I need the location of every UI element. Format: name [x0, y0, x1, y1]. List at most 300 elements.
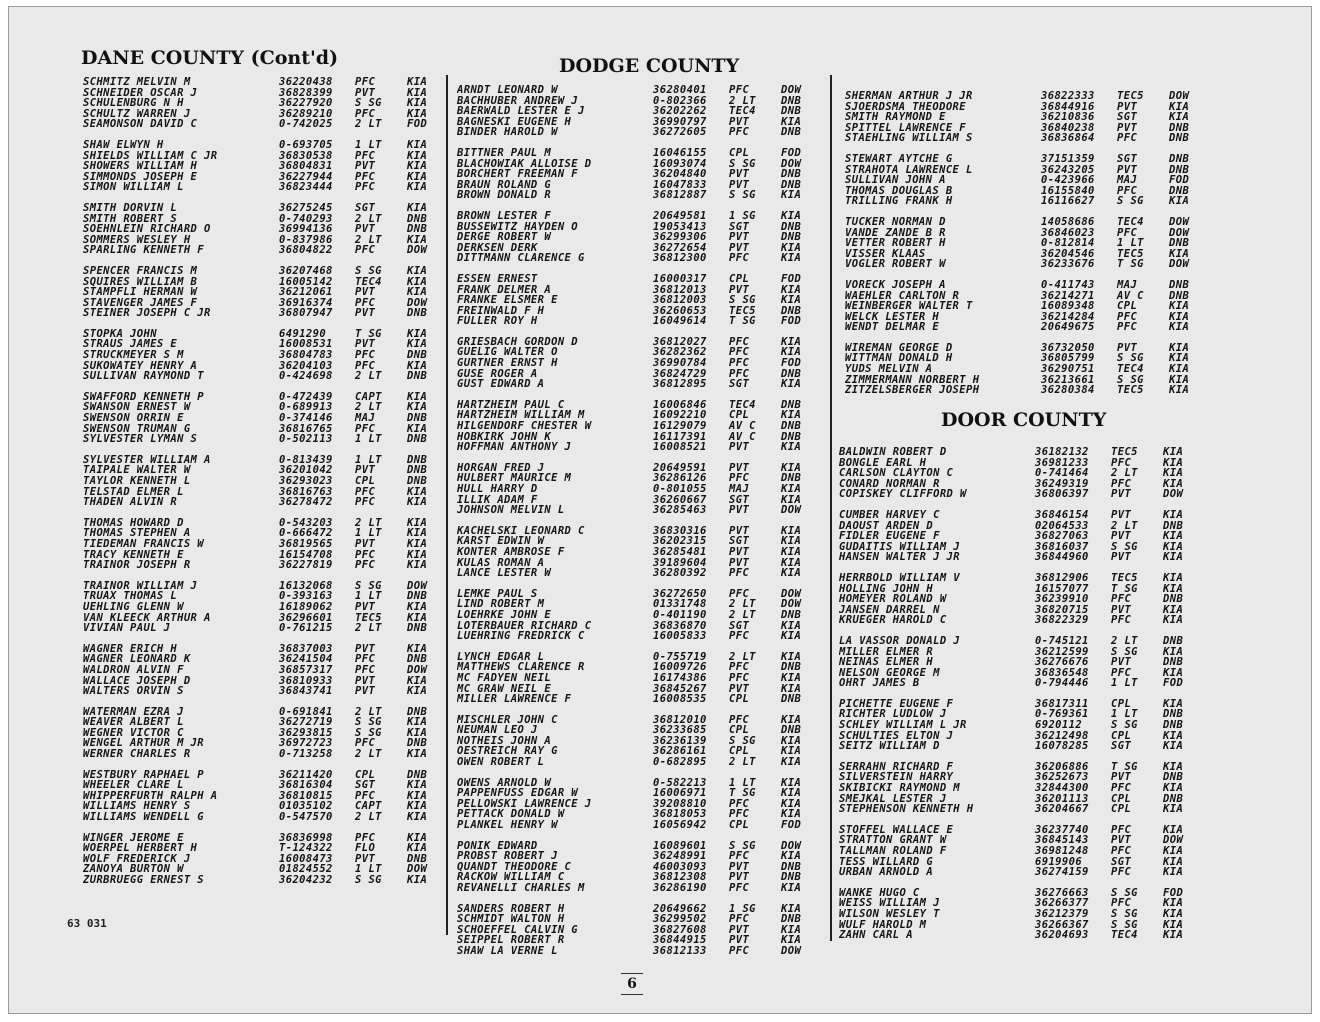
soldier-name: ZIMMERMANN NORBERT H — [845, 374, 980, 386]
status-code: KIA — [781, 241, 802, 254]
status-code: FOD — [781, 272, 802, 285]
soldier-name: MC FADYEN NEIL — [457, 672, 552, 684]
status-code: DNB — [407, 653, 428, 666]
rank: S SG — [355, 97, 382, 110]
serial-number: 36816765 — [279, 422, 333, 435]
status-code: DNB — [407, 453, 428, 466]
record-row — [83, 371, 449, 382]
record-group — [83, 707, 449, 760]
rank: SGT — [729, 535, 750, 548]
status-code: DNB — [781, 472, 802, 485]
serial-number: 36812027 — [653, 335, 707, 348]
column-dane-county — [83, 77, 449, 896]
soldier-name: BUSSEWITZ HAYDEN O — [457, 221, 578, 233]
status-code: DOW — [1169, 258, 1190, 271]
record-group — [83, 77, 449, 130]
soldier-name: SCHLEY WILLIAM L JR — [839, 720, 967, 731]
record-row — [839, 594, 1205, 605]
record-row — [83, 728, 449, 739]
record-row — [839, 857, 1205, 868]
rank: PFC — [355, 548, 376, 561]
status-code: KIA — [407, 181, 428, 194]
rank: PFC — [355, 149, 376, 162]
soldier-name: VAN KLEECK ARTHUR A — [83, 612, 211, 624]
record-row — [839, 458, 1205, 469]
soldier-name: MILLER ELMER R — [839, 646, 934, 658]
soldier-name: OWENS ARNOLD W — [457, 777, 552, 789]
status-code: DNB — [781, 913, 802, 926]
status-code: DNB — [781, 430, 802, 443]
record-row — [83, 161, 449, 172]
status-code: DNB — [781, 126, 802, 139]
soldier-name: WITTMAN DONALD H — [845, 353, 953, 365]
serial-number: 37151359 — [1041, 152, 1095, 165]
soldier-name: WERNER CHARLES R — [83, 749, 191, 760]
record-row — [457, 526, 823, 537]
serial-number: 36204546 — [1041, 247, 1095, 260]
serial-number: 6919906 — [1035, 855, 1083, 868]
serial-number: 36299306 — [653, 231, 707, 244]
serial-number: 20649662 — [653, 902, 707, 915]
soldier-name: BLACHOWIAK ALLOISE D — [457, 158, 592, 170]
rank: PVT — [355, 685, 376, 698]
record-row — [83, 843, 449, 854]
record-row — [457, 473, 823, 484]
soldier-name: KONTER AMBROSE F — [457, 546, 565, 558]
record-row — [83, 119, 449, 130]
soldier-name: BROWN LESTER F — [457, 210, 552, 222]
record-row — [83, 560, 449, 571]
soldier-name: JOHNSON MELVIN L — [457, 505, 565, 516]
soldier-name: SHAW ELWYN H — [83, 139, 164, 151]
serial-number: 0-374146 — [279, 412, 333, 425]
rank: PVT — [355, 307, 376, 320]
soldier-name: WALDRON ALVIN F — [83, 664, 184, 676]
soldier-name: WILLIAMS HENRY S — [83, 801, 191, 813]
serial-number: 36846154 — [1035, 508, 1089, 521]
serial-number: 36812003 — [653, 294, 707, 307]
soldier-name: LOTERBAUER RICHARD C — [457, 620, 592, 632]
rank: PFC — [355, 170, 376, 183]
status-code: KIA — [407, 107, 428, 120]
rank: PFC — [729, 913, 750, 926]
soldier-name: SEAMONSON DAVID C — [83, 119, 198, 130]
soldier-name: THOMAS DOUGLAS B — [845, 185, 953, 197]
status-code: KIA — [1163, 571, 1184, 584]
record-row — [83, 77, 449, 88]
record-row — [83, 770, 449, 781]
record-row — [457, 159, 823, 170]
status-code: DNB — [781, 724, 802, 737]
serial-number: 36827063 — [1035, 530, 1089, 543]
soldier-name: ILLIK ADAM F — [457, 494, 538, 506]
serial-number: 36837003 — [279, 642, 333, 655]
serial-number: 36272650 — [653, 587, 707, 600]
status-code: KIA — [1163, 782, 1184, 795]
status-code: KIA — [407, 401, 428, 414]
soldier-name: WESTBURY RAPHAEL P — [83, 769, 204, 781]
status-code: KIA — [1169, 111, 1190, 124]
record-group — [83, 581, 449, 634]
soldier-name: SUKOWATEY HENRY A — [83, 360, 198, 372]
soldier-name: SOMMERS WESLEY H — [83, 234, 191, 246]
record-group — [83, 833, 449, 886]
serial-number: 36804783 — [279, 349, 333, 362]
status-code: KIA — [781, 682, 802, 695]
record-row — [83, 707, 449, 718]
status-code: KIA — [407, 874, 428, 886]
soldier-name: SEIPPEL ROBERT R — [457, 935, 565, 946]
rank: AV C — [729, 430, 756, 443]
record-row — [457, 358, 823, 369]
record-row — [83, 476, 449, 487]
serial-number: 19053413 — [653, 220, 707, 233]
soldier-name: VISSER KLAAS — [845, 248, 926, 260]
serial-number: 0-682895 — [653, 756, 707, 769]
record-group — [839, 636, 1205, 689]
serial-number: 36844916 — [1041, 100, 1095, 113]
record-row — [845, 280, 1211, 291]
rank: CPL — [1111, 803, 1132, 816]
serial-number: 36732050 — [1041, 341, 1095, 354]
record-group — [457, 841, 823, 894]
rank: S SG — [355, 579, 382, 592]
soldier-name: DAOUST ARDEN D — [839, 520, 934, 532]
status-code: DNB — [407, 768, 428, 781]
soldier-name: HULBERT MAURICE M — [457, 473, 572, 484]
record-row — [457, 180, 823, 191]
soldier-name: WEINBERGER WALTER T — [845, 301, 973, 312]
record-row — [83, 801, 449, 812]
status-code: KIA — [781, 524, 802, 537]
rank: 1 LT — [355, 138, 382, 151]
soldier-name: STRAUS JAMES E — [83, 339, 178, 351]
record-row — [457, 946, 823, 957]
serial-number: 36212061 — [279, 286, 333, 299]
status-code: KIA — [1169, 300, 1190, 313]
soldier-name: MILLER LAWRENCE F — [457, 694, 572, 705]
record-row — [457, 484, 823, 495]
record-row — [457, 599, 823, 610]
record-row — [839, 521, 1205, 532]
record-row — [457, 285, 823, 296]
soldier-name: VORECK JOSEPH A — [845, 279, 946, 291]
rank: 2 LT — [1111, 634, 1138, 647]
roster-page — [8, 6, 1312, 1014]
status-code: DOW — [781, 504, 802, 517]
record-row — [457, 621, 823, 632]
serial-number: 36836864 — [1041, 132, 1095, 145]
rank: T SG — [355, 327, 382, 340]
serial-number: 36285481 — [653, 545, 707, 558]
soldier-name: STEINER JOSEPH C JR — [83, 308, 211, 319]
soldier-name: KARST EDWIN W — [457, 536, 545, 547]
serial-number: 0-582213 — [653, 776, 707, 789]
rank: PFC — [729, 661, 750, 674]
serial-number: 16006971 — [653, 787, 707, 800]
status-code: DNB — [1163, 656, 1184, 669]
rank: PFC — [1111, 666, 1132, 679]
record-row — [457, 631, 823, 642]
status-code: KIA — [781, 409, 802, 422]
serial-number: 36266377 — [1035, 897, 1089, 910]
rank: SGT — [1111, 855, 1132, 868]
rank: CAPT — [355, 800, 382, 813]
status-code: DNB — [407, 705, 428, 718]
rank: S SG — [1111, 540, 1138, 553]
serial-number: 36239910 — [1035, 593, 1089, 606]
serial-number: 0-741464 — [1035, 467, 1089, 480]
soldier-name: WAEHLER CARLTON R — [845, 290, 960, 302]
rank: PFC — [355, 349, 376, 362]
soldier-name: JANSEN DARREL N — [839, 604, 940, 616]
record-row — [457, 232, 823, 243]
status-code: DNB — [1163, 771, 1184, 784]
rank: PFC — [1111, 845, 1132, 857]
soldier-name: SCHULTIES ELTON J — [839, 730, 954, 742]
serial-number: 36285463 — [653, 504, 707, 517]
serial-number: 0-666472 — [279, 527, 333, 540]
rank: PFC — [1111, 614, 1132, 627]
soldier-name: REVANELLI CHARLES M — [457, 883, 585, 894]
rank: PFC — [729, 671, 750, 684]
rank: PFC — [1111, 866, 1132, 879]
rank: PFC — [355, 107, 376, 120]
status-code: KIA — [781, 797, 802, 810]
status-code: KIA — [781, 567, 802, 580]
status-code: KIA — [1163, 823, 1184, 836]
record-group — [457, 589, 823, 642]
serial-number: 36233685 — [653, 724, 707, 737]
rank: T SG — [1111, 582, 1138, 595]
record-group — [845, 217, 1211, 270]
rank: AV C — [1117, 289, 1144, 302]
rank: PFC — [729, 808, 750, 821]
rank: PVT — [355, 160, 376, 173]
status-code: KIA — [407, 138, 428, 151]
status-code: FOD — [1163, 677, 1184, 690]
soldier-name: WEAVER ALBERT L — [83, 717, 184, 728]
status-code: KIA — [1163, 467, 1184, 480]
record-row — [845, 165, 1211, 176]
record-row — [457, 757, 823, 768]
soldier-name: PLANKEL HENRY W — [457, 820, 558, 831]
soldier-name: STRAHOTA LAWRENCE L — [845, 164, 973, 176]
record-group — [83, 203, 449, 256]
record-row — [83, 676, 449, 687]
status-code: DNB — [407, 737, 428, 750]
rank: PVT — [729, 283, 750, 296]
status-code: DNB — [407, 475, 428, 487]
column-door-county — [839, 447, 1205, 951]
rank: 2 LT — [355, 118, 382, 131]
rank: S SG — [1111, 886, 1138, 899]
status-code: KIA — [1163, 614, 1184, 627]
soldier-name: GUELIG WALTER O — [457, 347, 558, 359]
record-row — [83, 329, 449, 340]
record-row — [457, 862, 823, 873]
soldier-name: ESSEN ERNEST — [457, 273, 538, 285]
record-group — [839, 573, 1205, 626]
record-group — [83, 644, 449, 697]
soldier-name: STRATTON GRANT W — [839, 835, 947, 846]
record-row — [457, 495, 823, 506]
county-heading-dane: DANE COUNTY (Cont'd) — [81, 47, 339, 69]
record-row — [83, 151, 449, 162]
status-code: DOW — [781, 157, 802, 170]
record-row — [83, 298, 449, 309]
serial-number: 36233676 — [1041, 258, 1095, 271]
status-code: DNB — [1169, 132, 1190, 145]
soldier-name: SWENSON ORRIN E — [83, 413, 184, 424]
serial-number: 36204103 — [279, 359, 333, 372]
status-code: FOD — [407, 118, 428, 131]
rank: PFC — [729, 252, 750, 265]
status-code: KIA — [781, 882, 802, 894]
record-group — [83, 140, 449, 193]
status-code: KIA — [407, 485, 428, 498]
serial-number: 36293023 — [279, 475, 333, 487]
status-code: KIA — [781, 335, 802, 348]
record-row — [845, 91, 1211, 102]
status-code: DNB — [407, 307, 428, 320]
soldier-name: MATTHEWS CLARENCE R — [457, 662, 585, 673]
status-code: DNB — [781, 367, 802, 380]
soldier-name: LYNCH EDGAR L — [457, 651, 545, 663]
record-row — [839, 867, 1205, 878]
serial-number: 0-745121 — [1035, 634, 1089, 647]
serial-number: 20649675 — [1041, 321, 1095, 334]
rank: 2 LT — [355, 705, 382, 718]
rank: MAJ — [1117, 278, 1138, 291]
status-code: KIA — [781, 189, 802, 202]
rank: PFC — [355, 559, 376, 572]
rank: 2 LT — [1111, 467, 1138, 480]
record-row — [845, 259, 1211, 270]
serial-number: 16155840 — [1041, 184, 1095, 197]
serial-number: 36260667 — [653, 493, 707, 506]
rank: S SG — [355, 264, 382, 277]
serial-number: 16008535 — [653, 693, 707, 706]
column-dodge-county-continued — [845, 91, 1211, 406]
serial-number: 36824729 — [653, 367, 707, 380]
serial-number: 36827608 — [653, 923, 707, 936]
serial-number: 14058686 — [1041, 215, 1095, 228]
serial-number: 36278472 — [279, 496, 333, 509]
rank: 2 LT — [355, 811, 382, 824]
record-row — [457, 558, 823, 569]
status-code: KIA — [1169, 373, 1190, 386]
rank: TEC5 — [1117, 90, 1144, 102]
soldier-name: CARLSON CLAYTON C — [839, 468, 954, 479]
status-code: DNB — [781, 398, 802, 411]
rank: PVT — [729, 934, 750, 947]
serial-number: 36286190 — [653, 882, 707, 894]
serial-number: 32844300 — [1035, 782, 1089, 795]
serial-number: 36280392 — [653, 567, 707, 580]
rank: PFC — [355, 76, 376, 88]
serial-number: 16005833 — [653, 630, 707, 643]
record-row — [83, 613, 449, 624]
record-row — [83, 812, 449, 823]
serial-number: 0-761215 — [279, 622, 333, 635]
serial-number: 36272654 — [653, 241, 707, 254]
record-row — [457, 400, 823, 411]
record-row — [457, 746, 823, 757]
record-row — [845, 154, 1211, 165]
record-row — [839, 647, 1205, 658]
status-code: KIA — [407, 789, 428, 802]
rank: PFC — [729, 630, 750, 643]
status-code: DNB — [1169, 121, 1190, 134]
serial-number: 36280401 — [653, 84, 707, 96]
status-code: KIA — [407, 548, 428, 561]
soldier-name: BAERWALD LESTER E J — [457, 106, 585, 117]
serial-number: 0-742025 — [279, 118, 333, 131]
record-row — [845, 186, 1211, 197]
soldier-name: STOFFEL WALLACE E — [839, 824, 954, 836]
status-code: DOW — [407, 244, 428, 257]
status-code: KIA — [781, 650, 802, 663]
serial-number: 0-769361 — [1035, 708, 1089, 721]
rank: MAJ — [1117, 174, 1138, 187]
serial-number: 16157077 — [1035, 582, 1089, 595]
status-code: KIA — [407, 842, 428, 855]
rank: CPL — [729, 724, 750, 737]
soldier-name: LUEHRING FREDRICK C — [457, 631, 585, 642]
status-code: DNB — [781, 860, 802, 873]
record-row — [457, 127, 823, 138]
rank: PVT — [729, 504, 750, 517]
soldier-name: ZAHN CARL A — [839, 930, 913, 941]
soldier-name: STAEHLING WILLIAM S — [845, 133, 973, 144]
status-code: KIA — [407, 286, 428, 299]
status-code: DNB — [407, 223, 428, 236]
soldier-name: CUMBER HARVEY C — [839, 509, 940, 521]
serial-number: 36275245 — [279, 201, 333, 214]
soldier-name: SCHMIDT WALTON H — [457, 914, 565, 925]
status-code: DNB — [1169, 184, 1190, 197]
rank: S SG — [729, 189, 756, 202]
record-row — [845, 249, 1211, 260]
status-code: KIA — [781, 441, 802, 454]
record-row — [83, 591, 449, 602]
rank: PVT — [729, 524, 750, 537]
rank: PVT — [355, 286, 376, 299]
rank: MAJ — [355, 412, 376, 425]
column-dodge-county — [457, 85, 823, 967]
rank: TEC5 — [1117, 384, 1144, 397]
serial-number: 36990784 — [653, 357, 707, 370]
rank: PFC — [355, 496, 376, 509]
serial-number: 36822329 — [1035, 614, 1089, 627]
status-code: DNB — [781, 871, 802, 884]
record-group — [845, 280, 1211, 333]
status-code: KIA — [407, 748, 428, 761]
rank: PFC — [1111, 782, 1132, 795]
soldier-name: WINGER JEROME E — [83, 832, 184, 844]
rank: TEC5 — [355, 611, 382, 624]
serial-number: 0-424698 — [279, 370, 333, 383]
record-row — [457, 222, 823, 233]
soldier-name: PAPPENFUSS EDGAR W — [457, 788, 578, 799]
soldier-name: TAYLOR KENNETH L — [83, 476, 191, 487]
serial-number: 6491290 — [279, 327, 327, 340]
rank: PVT — [1117, 341, 1138, 354]
soldier-name: PONIK EDWARD — [457, 840, 538, 852]
status-code: FOD — [781, 315, 802, 328]
status-code: KIA — [407, 600, 428, 613]
